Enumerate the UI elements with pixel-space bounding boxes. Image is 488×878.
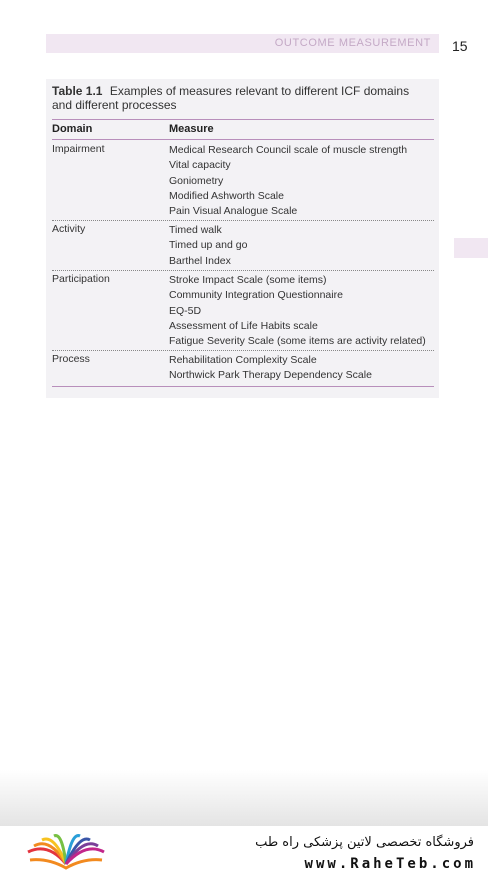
table-bottom-rule bbox=[52, 386, 434, 387]
row-divider bbox=[52, 350, 434, 351]
measure-item: EQ-5D bbox=[169, 304, 202, 317]
domain-cell: Activity bbox=[52, 223, 86, 235]
domain-cell: Impairment bbox=[52, 143, 105, 155]
measure-list bbox=[169, 273, 435, 349]
table-caption-text: Examples of measures relevant to different ICF domains and different processes bbox=[52, 84, 410, 112]
site-url[interactable] bbox=[305, 856, 476, 872]
measure-item: Medical Research Council scale of muscle strength bbox=[169, 144, 408, 156]
running-title: OUTCOME MEASUREMENT bbox=[274, 37, 431, 49]
running-header bbox=[46, 34, 439, 53]
table-1-1 bbox=[46, 79, 439, 398]
measure-item: Goniometry bbox=[169, 174, 224, 187]
url-suffix: .com bbox=[430, 856, 476, 872]
measure-item: Vital capacity bbox=[169, 159, 231, 172]
measure-item: Rehabilitation Complexity Scale bbox=[169, 354, 317, 366]
measure-list bbox=[169, 223, 435, 269]
header-rule bbox=[52, 139, 434, 140]
page-number: 15 bbox=[452, 38, 468, 54]
measure-item: Stroke Impact Scale (some items) bbox=[169, 274, 327, 286]
url-brand: RaheTeb bbox=[350, 856, 431, 872]
page-shadow bbox=[0, 770, 488, 826]
footer-banner bbox=[0, 826, 488, 878]
url-prefix: www. bbox=[304, 856, 351, 872]
column-header-domain: Domain bbox=[52, 123, 93, 135]
table-top-rule bbox=[52, 119, 434, 120]
measure-item: Timed up and go bbox=[169, 239, 248, 252]
column-header-measure: Measure bbox=[169, 123, 214, 135]
measure-item: Assessment of Life Habits scale bbox=[169, 319, 318, 332]
domain-cell: Process bbox=[52, 353, 90, 365]
measure-item: Pain Visual Analogue Scale bbox=[169, 205, 298, 218]
shop-name: فروشگاه تخصصی لاتین پزشکی راه طب bbox=[255, 835, 474, 850]
measure-item: Northwick Park Therapy Dependency Scale bbox=[169, 369, 372, 382]
table-caption bbox=[52, 84, 432, 112]
measure-list bbox=[169, 353, 435, 384]
measure-item: Modified Ashworth Scale bbox=[169, 189, 284, 202]
row-divider bbox=[52, 270, 434, 271]
row-divider bbox=[52, 220, 434, 221]
open-book-logo-icon bbox=[26, 834, 106, 870]
measure-item: Community Integration Questionnaire bbox=[169, 289, 343, 302]
chapter-side-tab bbox=[454, 238, 488, 258]
domain-cell: Participation bbox=[52, 273, 110, 285]
measure-list bbox=[169, 143, 435, 219]
measure-item: Timed walk bbox=[169, 224, 222, 236]
measure-item: Fatigue Severity Scale (some items are activity related) bbox=[169, 335, 426, 348]
table-caption-number: Table 1.1 bbox=[52, 84, 103, 98]
measure-item: Barthel Index bbox=[169, 254, 231, 267]
